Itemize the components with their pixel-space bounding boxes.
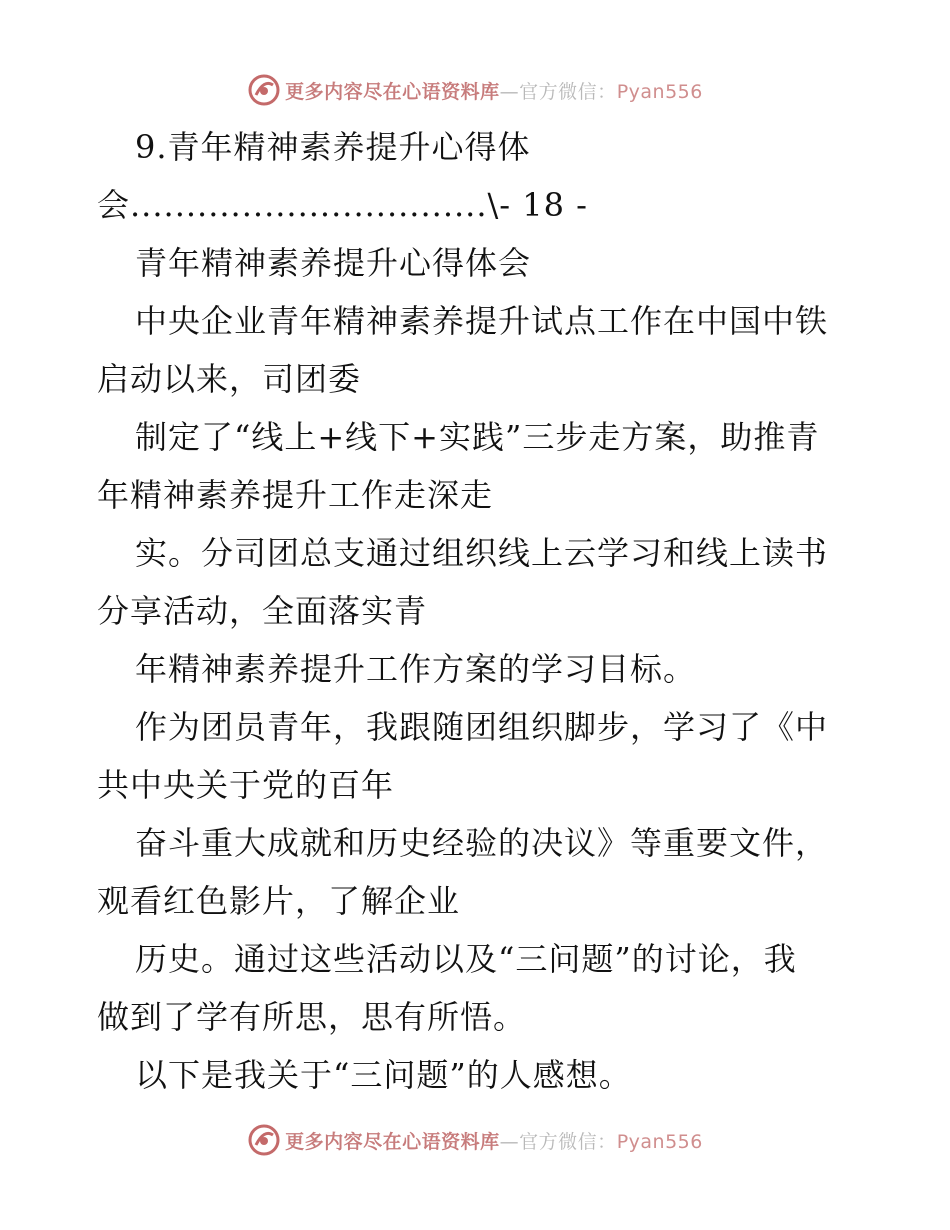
paragraph-line: 做到了学有所思，思有所悟。 bbox=[97, 998, 527, 1036]
logo-icon bbox=[247, 1123, 281, 1157]
paragraph-line: 以下是我关于“三问题”的人感想。 bbox=[135, 1056, 632, 1094]
logo-icon bbox=[247, 73, 281, 107]
paragraph-line: 年精神素养提升工作走深走 bbox=[97, 476, 494, 514]
watermark-banner-top bbox=[0, 70, 950, 110]
paragraph-line: 启动以来，司团委 bbox=[97, 360, 362, 398]
watermark-text: 更多内容尽在心语资料库—官方微信：Pyan556 bbox=[285, 80, 703, 103]
paragraph-line: 制定了“线上+线下+实践”三步走方案，助推青 bbox=[135, 418, 820, 456]
toc-entry-leader: 会................................\- 18 - bbox=[97, 186, 588, 224]
paragraph-line: 年精神素养提升工作方案的学习目标。 bbox=[135, 650, 697, 688]
toc-entry-title: 9.青年精神素养提升心得体 bbox=[135, 128, 531, 166]
paragraph-line: 作为团员青年，我跟随团组织脚步，学习了《中 bbox=[135, 708, 829, 746]
watermark-banner-bottom bbox=[0, 1120, 950, 1160]
paragraph-line: 实。分司团总支通过组织线上云学习和线上读书 bbox=[135, 534, 829, 572]
paragraph-line: 历史。通过这些活动以及“三问题”的讨论，我 bbox=[135, 940, 797, 978]
paragraph-line: 奋斗重大成就和历史经验的决议》等重要文件， bbox=[135, 824, 829, 862]
paragraph-line: 观看红色影片，了解企业 bbox=[97, 882, 461, 920]
paragraph-line: 共中央关于党的百年 bbox=[97, 766, 395, 804]
section-heading: 青年精神素养提升心得体会 bbox=[135, 244, 532, 282]
watermark-text: 更多内容尽在心语资料库—官方微信：Pyan556 bbox=[285, 1130, 703, 1153]
paragraph-line: 分享活动，全面落实青 bbox=[97, 592, 428, 630]
paragraph-line: 中央企业青年精神素养提升试点工作在中国中铁 bbox=[135, 302, 829, 340]
document-body bbox=[97, 118, 857, 1104]
